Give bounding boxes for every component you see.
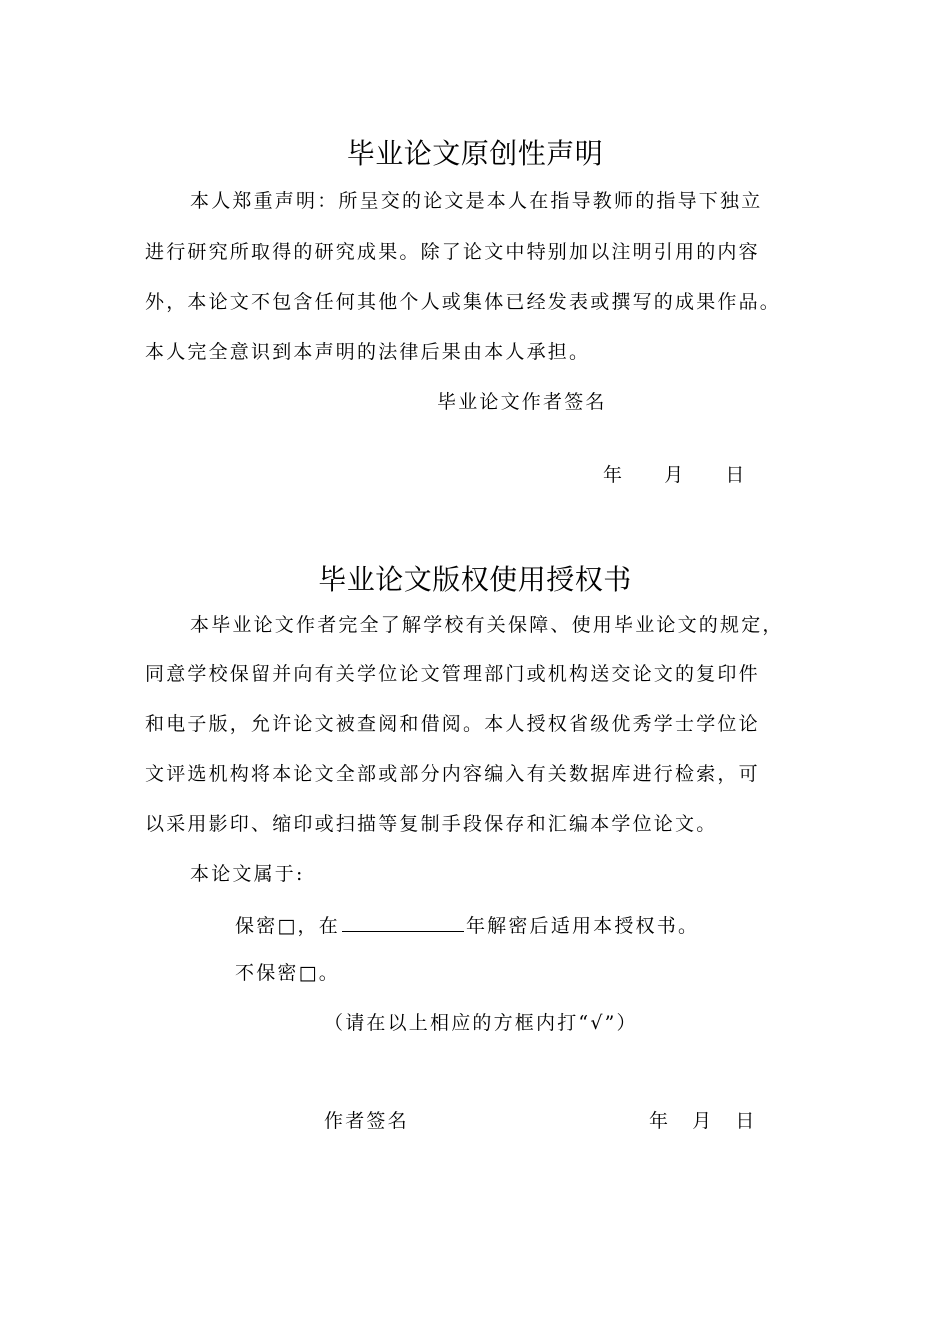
authorization-line-3: 和电子版，允许论文被查阅和借阅。本人授权省级优秀学士学位论	[145, 713, 760, 735]
declaration-signature-label: 毕业论文作者签名	[437, 391, 607, 413]
authorization-line-5: 以采用影印、缩印或扫描等复制手段保存和汇编本学位论文。	[145, 813, 718, 835]
confidential-prefix: 保密□，在	[235, 915, 340, 937]
authorization-date-year: 年	[649, 1110, 671, 1132]
declaration-line-4: 本人完全意识到本声明的法律后果由本人承担。	[145, 341, 591, 363]
declaration-line-3: 外，本论文不包含任何其他个人或集体已经发表或撰写的成果作品。	[145, 291, 782, 313]
authorization-line-1: 本毕业论文作者完全了解学校有关保障、使用毕业论文的规定，	[190, 614, 784, 636]
confidential-suffix: 年解密后适用本授权书。	[465, 915, 700, 937]
not-confidential-option: 不保密□。	[235, 962, 340, 984]
authorization-title: 毕业论文版权使用授权书	[318, 563, 632, 596]
declaration-line-1: 本人郑重声明：所呈交的论文是本人在指导教师的指导下独立	[190, 190, 763, 212]
authorization-line-2: 同意学校保留并向有关学位论文管理部门或机构送交论文的复印件	[145, 663, 760, 685]
authorization-line-4: 文评选机构将本论文全部或部分内容编入有关数据库进行检索，可	[145, 763, 760, 785]
declaration-date-year: 年	[603, 464, 625, 486]
decrypt-year-blank[interactable]	[342, 911, 464, 932]
declaration-date-month: 月	[664, 464, 686, 486]
declaration-date	[603, 463, 747, 487]
declaration-title: 毕业论文原创性声明	[346, 137, 604, 170]
confidential-option	[235, 911, 699, 938]
belongs-label: 本论文属于:	[190, 863, 305, 885]
authorization-date-month: 月	[692, 1110, 714, 1132]
checkbox-instruction: （请在以上相应的方框内打“√”）	[324, 1012, 638, 1034]
declaration-date-day: 日	[725, 464, 747, 486]
authorization-signature-label: 作者签名	[324, 1110, 409, 1132]
declaration-line-2: 进行研究所取得的研究成果。除了论文中特别加以注明引用的内容	[145, 241, 760, 263]
authorization-date-day: 日	[735, 1110, 757, 1132]
authorization-date	[649, 1109, 757, 1133]
